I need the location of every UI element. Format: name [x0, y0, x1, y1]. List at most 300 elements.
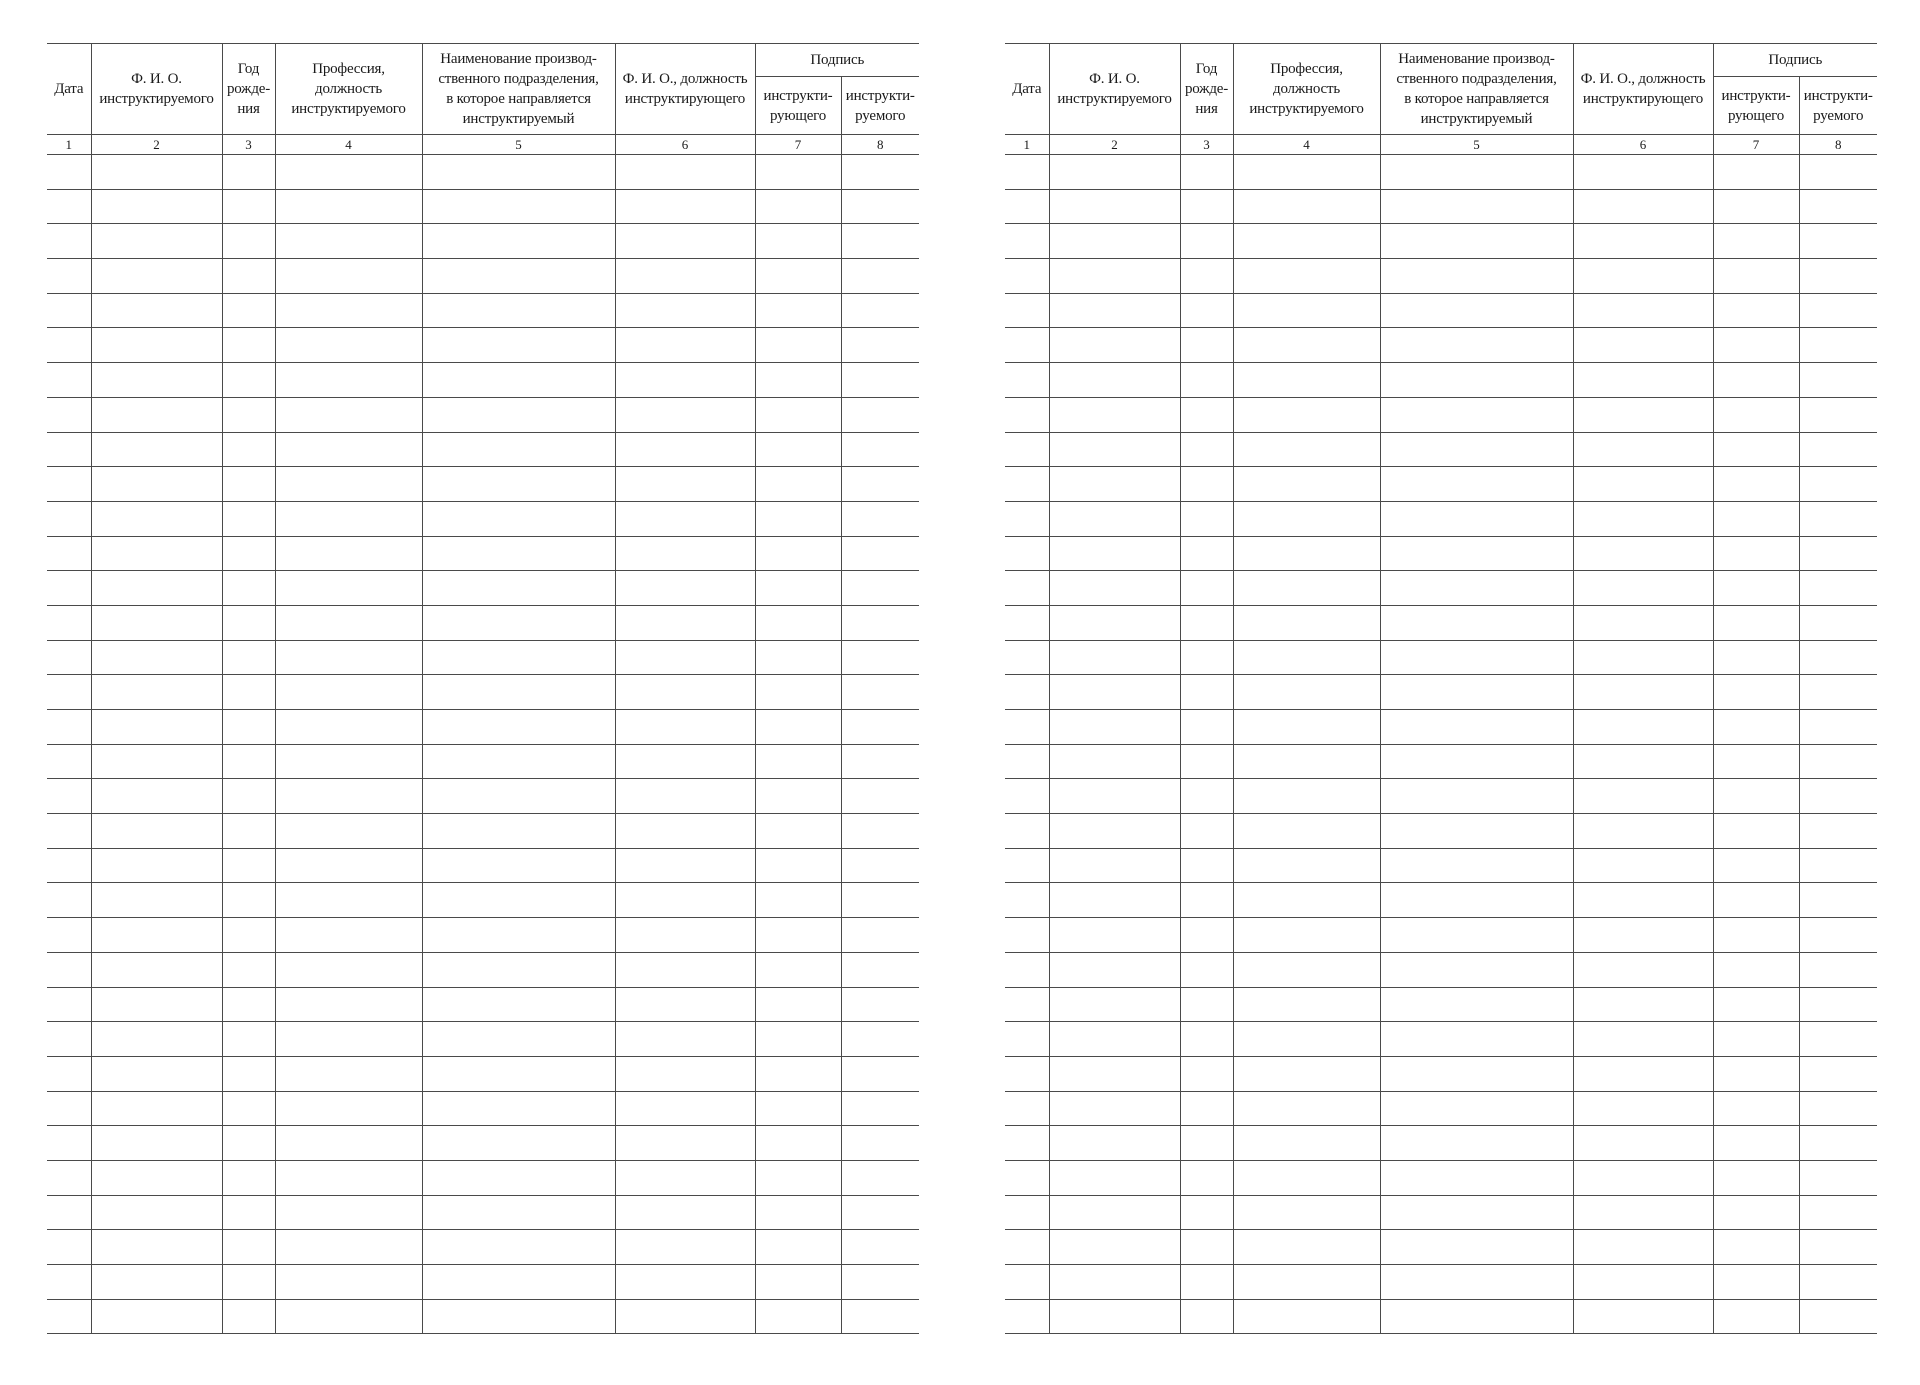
table-cell[interactable] — [755, 571, 841, 606]
table-cell[interactable] — [1005, 744, 1049, 779]
table-cell[interactable] — [1180, 1160, 1233, 1195]
table-cell[interactable] — [222, 1022, 275, 1057]
table-cell[interactable] — [1005, 710, 1049, 745]
table-cell[interactable] — [1005, 328, 1049, 363]
table-cell[interactable] — [91, 883, 222, 918]
table-cell[interactable] — [222, 710, 275, 745]
table-cell[interactable] — [1573, 918, 1713, 953]
table-cell[interactable] — [1380, 987, 1573, 1022]
table-cell[interactable] — [91, 1056, 222, 1091]
table-cell[interactable] — [615, 155, 755, 190]
table-cell[interactable] — [1180, 467, 1233, 502]
table-cell[interactable] — [755, 1022, 841, 1057]
table-cell[interactable] — [1799, 224, 1877, 259]
table-cell[interactable] — [47, 918, 91, 953]
table-cell[interactable] — [47, 987, 91, 1022]
table-cell[interactable] — [91, 1265, 222, 1300]
table-cell[interactable] — [1005, 779, 1049, 814]
table-cell[interactable] — [1380, 883, 1573, 918]
table-cell[interactable] — [1005, 1022, 1049, 1057]
table-cell[interactable] — [1380, 1265, 1573, 1300]
table-cell[interactable] — [47, 1299, 91, 1334]
table-cell[interactable] — [222, 536, 275, 571]
table-cell[interactable] — [1573, 1022, 1713, 1057]
table-cell[interactable] — [1713, 397, 1799, 432]
table-cell[interactable] — [47, 259, 91, 294]
table-cell[interactable] — [222, 779, 275, 814]
table-cell[interactable] — [1799, 1230, 1877, 1265]
table-cell[interactable] — [615, 1299, 755, 1334]
table-cell[interactable] — [1233, 571, 1380, 606]
table-cell[interactable] — [841, 155, 919, 190]
table-cell[interactable] — [1799, 918, 1877, 953]
table-cell[interactable] — [1005, 571, 1049, 606]
table-cell[interactable] — [1799, 1195, 1877, 1230]
table-cell[interactable] — [91, 328, 222, 363]
table-cell[interactable] — [1049, 293, 1180, 328]
table-cell[interactable] — [222, 1126, 275, 1161]
table-cell[interactable] — [755, 744, 841, 779]
table-cell[interactable] — [1573, 224, 1713, 259]
table-cell[interactable] — [222, 848, 275, 883]
table-cell[interactable] — [222, 1091, 275, 1126]
table-cell[interactable] — [841, 640, 919, 675]
table-cell[interactable] — [1005, 224, 1049, 259]
table-cell[interactable] — [755, 605, 841, 640]
table-cell[interactable] — [1180, 605, 1233, 640]
table-cell[interactable] — [615, 779, 755, 814]
table-cell[interactable] — [1380, 1230, 1573, 1265]
table-cell[interactable] — [1799, 744, 1877, 779]
table-cell[interactable] — [1233, 883, 1380, 918]
table-cell[interactable] — [1799, 814, 1877, 849]
table-cell[interactable] — [275, 675, 422, 710]
table-cell[interactable] — [615, 675, 755, 710]
table-cell[interactable] — [1005, 397, 1049, 432]
table-cell[interactable] — [841, 259, 919, 294]
table-cell[interactable] — [47, 744, 91, 779]
table-cell[interactable] — [47, 432, 91, 467]
table-cell[interactable] — [1380, 467, 1573, 502]
table-cell[interactable] — [91, 155, 222, 190]
table-cell[interactable] — [222, 293, 275, 328]
table-cell[interactable] — [47, 1091, 91, 1126]
table-cell[interactable] — [1180, 952, 1233, 987]
table-cell[interactable] — [755, 1230, 841, 1265]
table-cell[interactable] — [91, 432, 222, 467]
table-cell[interactable] — [91, 952, 222, 987]
table-cell[interactable] — [615, 744, 755, 779]
table-cell[interactable] — [1380, 640, 1573, 675]
table-cell[interactable] — [755, 432, 841, 467]
table-cell[interactable] — [222, 467, 275, 502]
table-cell[interactable] — [1573, 744, 1713, 779]
table-cell[interactable] — [1380, 155, 1573, 190]
table-cell[interactable] — [275, 501, 422, 536]
table-cell[interactable] — [1713, 883, 1799, 918]
table-cell[interactable] — [1049, 1160, 1180, 1195]
table-cell[interactable] — [755, 1299, 841, 1334]
table-cell[interactable] — [222, 1056, 275, 1091]
table-cell[interactable] — [1049, 848, 1180, 883]
table-cell[interactable] — [1713, 814, 1799, 849]
table-cell[interactable] — [47, 640, 91, 675]
table-cell[interactable] — [1799, 501, 1877, 536]
table-cell[interactable] — [1713, 536, 1799, 571]
table-cell[interactable] — [1573, 952, 1713, 987]
table-cell[interactable] — [1713, 848, 1799, 883]
table-cell[interactable] — [1573, 189, 1713, 224]
table-cell[interactable] — [1573, 1160, 1713, 1195]
table-cell[interactable] — [1180, 1056, 1233, 1091]
table-cell[interactable] — [1049, 710, 1180, 745]
table-cell[interactable] — [755, 189, 841, 224]
table-cell[interactable] — [422, 224, 615, 259]
table-cell[interactable] — [1380, 1299, 1573, 1334]
table-cell[interactable] — [422, 1195, 615, 1230]
table-cell[interactable] — [841, 1299, 919, 1334]
table-cell[interactable] — [91, 293, 222, 328]
table-cell[interactable] — [1180, 814, 1233, 849]
table-cell[interactable] — [47, 571, 91, 606]
table-cell[interactable] — [1049, 605, 1180, 640]
table-cell[interactable] — [222, 987, 275, 1022]
table-cell[interactable] — [1233, 1195, 1380, 1230]
table-cell[interactable] — [841, 467, 919, 502]
table-cell[interactable] — [1049, 1022, 1180, 1057]
table-cell[interactable] — [1713, 467, 1799, 502]
table-cell[interactable] — [422, 814, 615, 849]
table-cell[interactable] — [1233, 467, 1380, 502]
table-cell[interactable] — [1049, 328, 1180, 363]
table-cell[interactable] — [1180, 1195, 1233, 1230]
table-cell[interactable] — [1180, 363, 1233, 398]
table-cell[interactable] — [841, 744, 919, 779]
table-cell[interactable] — [222, 189, 275, 224]
table-cell[interactable] — [275, 918, 422, 953]
table-cell[interactable] — [841, 987, 919, 1022]
table-cell[interactable] — [275, 1299, 422, 1334]
table-cell[interactable] — [1049, 952, 1180, 987]
table-cell[interactable] — [275, 189, 422, 224]
table-cell[interactable] — [91, 744, 222, 779]
table-cell[interactable] — [615, 918, 755, 953]
table-cell[interactable] — [755, 1265, 841, 1300]
table-cell[interactable] — [1380, 1160, 1573, 1195]
table-cell[interactable] — [47, 952, 91, 987]
table-cell[interactable] — [1233, 501, 1380, 536]
table-cell[interactable] — [1049, 744, 1180, 779]
table-cell[interactable] — [1799, 432, 1877, 467]
table-cell[interactable] — [1233, 848, 1380, 883]
table-cell[interactable] — [222, 744, 275, 779]
table-cell[interactable] — [1799, 328, 1877, 363]
table-cell[interactable] — [275, 640, 422, 675]
table-cell[interactable] — [1713, 1299, 1799, 1334]
table-cell[interactable] — [1380, 918, 1573, 953]
table-cell[interactable] — [91, 536, 222, 571]
table-cell[interactable] — [1380, 848, 1573, 883]
table-cell[interactable] — [1005, 1056, 1049, 1091]
table-cell[interactable] — [422, 952, 615, 987]
table-cell[interactable] — [275, 814, 422, 849]
table-cell[interactable] — [1573, 293, 1713, 328]
table-cell[interactable] — [275, 848, 422, 883]
table-cell[interactable] — [275, 432, 422, 467]
table-cell[interactable] — [1005, 640, 1049, 675]
table-cell[interactable] — [1049, 1056, 1180, 1091]
table-cell[interactable] — [615, 1056, 755, 1091]
table-cell[interactable] — [1713, 432, 1799, 467]
table-cell[interactable] — [755, 536, 841, 571]
table-cell[interactable] — [1713, 1230, 1799, 1265]
table-cell[interactable] — [1573, 814, 1713, 849]
table-cell[interactable] — [1180, 293, 1233, 328]
table-cell[interactable] — [755, 1195, 841, 1230]
table-cell[interactable] — [1049, 640, 1180, 675]
table-cell[interactable] — [1049, 883, 1180, 918]
table-cell[interactable] — [1233, 432, 1380, 467]
table-cell[interactable] — [1180, 1091, 1233, 1126]
table-cell[interactable] — [1180, 710, 1233, 745]
table-cell[interactable] — [1233, 744, 1380, 779]
table-cell[interactable] — [1799, 571, 1877, 606]
table-cell[interactable] — [275, 363, 422, 398]
table-cell[interactable] — [222, 883, 275, 918]
table-cell[interactable] — [1573, 1265, 1713, 1300]
table-cell[interactable] — [755, 848, 841, 883]
table-cell[interactable] — [1180, 571, 1233, 606]
table-cell[interactable] — [47, 536, 91, 571]
table-cell[interactable] — [1573, 779, 1713, 814]
table-cell[interactable] — [422, 918, 615, 953]
table-cell[interactable] — [841, 1091, 919, 1126]
table-cell[interactable] — [422, 155, 615, 190]
table-cell[interactable] — [1005, 1195, 1049, 1230]
table-cell[interactable] — [755, 640, 841, 675]
table-cell[interactable] — [47, 883, 91, 918]
table-cell[interactable] — [222, 1160, 275, 1195]
table-cell[interactable] — [615, 605, 755, 640]
table-cell[interactable] — [1573, 1056, 1713, 1091]
table-cell[interactable] — [91, 710, 222, 745]
table-cell[interactable] — [1180, 397, 1233, 432]
table-cell[interactable] — [615, 814, 755, 849]
table-cell[interactable] — [1380, 536, 1573, 571]
table-cell[interactable] — [275, 224, 422, 259]
table-cell[interactable] — [841, 1160, 919, 1195]
table-cell[interactable] — [1799, 1056, 1877, 1091]
table-cell[interactable] — [1233, 675, 1380, 710]
table-cell[interactable] — [1799, 848, 1877, 883]
table-cell[interactable] — [222, 432, 275, 467]
table-cell[interactable] — [755, 883, 841, 918]
table-cell[interactable] — [275, 1126, 422, 1161]
table-cell[interactable] — [1005, 259, 1049, 294]
table-cell[interactable] — [91, 918, 222, 953]
table-cell[interactable] — [841, 328, 919, 363]
table-cell[interactable] — [755, 779, 841, 814]
table-cell[interactable] — [1713, 328, 1799, 363]
table-cell[interactable] — [275, 1022, 422, 1057]
table-cell[interactable] — [1180, 536, 1233, 571]
table-cell[interactable] — [222, 224, 275, 259]
table-cell[interactable] — [47, 1126, 91, 1161]
table-cell[interactable] — [1380, 1022, 1573, 1057]
table-cell[interactable] — [755, 814, 841, 849]
table-cell[interactable] — [615, 501, 755, 536]
table-cell[interactable] — [91, 571, 222, 606]
table-cell[interactable] — [422, 640, 615, 675]
table-cell[interactable] — [1180, 259, 1233, 294]
table-cell[interactable] — [275, 1265, 422, 1300]
table-cell[interactable] — [615, 1230, 755, 1265]
table-cell[interactable] — [1233, 224, 1380, 259]
table-cell[interactable] — [1049, 1091, 1180, 1126]
table-cell[interactable] — [1233, 328, 1380, 363]
table-cell[interactable] — [47, 155, 91, 190]
table-cell[interactable] — [1180, 918, 1233, 953]
table-cell[interactable] — [47, 397, 91, 432]
table-cell[interactable] — [47, 1056, 91, 1091]
table-cell[interactable] — [841, 779, 919, 814]
table-cell[interactable] — [1180, 744, 1233, 779]
table-cell[interactable] — [422, 1160, 615, 1195]
table-cell[interactable] — [1380, 744, 1573, 779]
table-cell[interactable] — [1233, 536, 1380, 571]
table-cell[interactable] — [755, 952, 841, 987]
table-cell[interactable] — [47, 1160, 91, 1195]
table-cell[interactable] — [1233, 987, 1380, 1022]
table-cell[interactable] — [1233, 293, 1380, 328]
table-cell[interactable] — [47, 675, 91, 710]
table-cell[interactable] — [1005, 675, 1049, 710]
table-cell[interactable] — [1713, 293, 1799, 328]
table-cell[interactable] — [422, 744, 615, 779]
table-cell[interactable] — [1233, 710, 1380, 745]
table-cell[interactable] — [91, 675, 222, 710]
table-cell[interactable] — [422, 883, 615, 918]
table-cell[interactable] — [1380, 571, 1573, 606]
table-cell[interactable] — [1233, 1299, 1380, 1334]
table-cell[interactable] — [275, 710, 422, 745]
table-cell[interactable] — [615, 1022, 755, 1057]
table-cell[interactable] — [1713, 1056, 1799, 1091]
table-cell[interactable] — [1380, 779, 1573, 814]
table-cell[interactable] — [1049, 1195, 1180, 1230]
table-cell[interactable] — [841, 918, 919, 953]
table-cell[interactable] — [615, 848, 755, 883]
table-cell[interactable] — [222, 1299, 275, 1334]
table-cell[interactable] — [222, 814, 275, 849]
table-cell[interactable] — [91, 1299, 222, 1334]
table-cell[interactable] — [222, 1195, 275, 1230]
table-cell[interactable] — [1233, 259, 1380, 294]
table-cell[interactable] — [1233, 1022, 1380, 1057]
table-cell[interactable] — [1713, 501, 1799, 536]
table-cell[interactable] — [422, 536, 615, 571]
table-cell[interactable] — [1005, 1126, 1049, 1161]
table-cell[interactable] — [1713, 710, 1799, 745]
table-cell[interactable] — [1380, 814, 1573, 849]
table-cell[interactable] — [755, 710, 841, 745]
table-cell[interactable] — [755, 397, 841, 432]
table-cell[interactable] — [422, 467, 615, 502]
table-cell[interactable] — [615, 710, 755, 745]
table-cell[interactable] — [1233, 1265, 1380, 1300]
table-cell[interactable] — [841, 501, 919, 536]
table-cell[interactable] — [1049, 779, 1180, 814]
table-cell[interactable] — [1180, 155, 1233, 190]
table-cell[interactable] — [222, 501, 275, 536]
table-cell[interactable] — [1005, 1160, 1049, 1195]
table-cell[interactable] — [1233, 918, 1380, 953]
table-cell[interactable] — [1049, 467, 1180, 502]
table-cell[interactable] — [47, 1195, 91, 1230]
table-cell[interactable] — [1380, 675, 1573, 710]
table-cell[interactable] — [91, 814, 222, 849]
table-cell[interactable] — [615, 1126, 755, 1161]
table-cell[interactable] — [841, 571, 919, 606]
table-cell[interactable] — [1380, 189, 1573, 224]
table-cell[interactable] — [1049, 814, 1180, 849]
table-cell[interactable] — [1799, 1299, 1877, 1334]
table-cell[interactable] — [91, 640, 222, 675]
table-cell[interactable] — [1233, 605, 1380, 640]
table-cell[interactable] — [1005, 467, 1049, 502]
table-cell[interactable] — [1233, 155, 1380, 190]
table-cell[interactable] — [1049, 918, 1180, 953]
table-cell[interactable] — [47, 605, 91, 640]
table-cell[interactable] — [841, 814, 919, 849]
table-cell[interactable] — [1380, 328, 1573, 363]
table-cell[interactable] — [422, 1299, 615, 1334]
table-cell[interactable] — [1005, 189, 1049, 224]
table-cell[interactable] — [755, 155, 841, 190]
table-cell[interactable] — [1233, 363, 1380, 398]
table-cell[interactable] — [615, 328, 755, 363]
table-cell[interactable] — [275, 397, 422, 432]
table-cell[interactable] — [422, 432, 615, 467]
table-cell[interactable] — [1233, 1091, 1380, 1126]
table-cell[interactable] — [841, 432, 919, 467]
table-cell[interactable] — [47, 189, 91, 224]
table-cell[interactable] — [222, 155, 275, 190]
table-cell[interactable] — [275, 1230, 422, 1265]
table-cell[interactable] — [275, 779, 422, 814]
table-cell[interactable] — [841, 536, 919, 571]
table-cell[interactable] — [1049, 155, 1180, 190]
table-cell[interactable] — [91, 259, 222, 294]
table-cell[interactable] — [91, 1160, 222, 1195]
table-cell[interactable] — [1180, 987, 1233, 1022]
table-cell[interactable] — [1005, 987, 1049, 1022]
table-cell[interactable] — [1380, 259, 1573, 294]
table-cell[interactable] — [615, 883, 755, 918]
table-cell[interactable] — [615, 1091, 755, 1126]
table-cell[interactable] — [47, 814, 91, 849]
table-cell[interactable] — [1049, 224, 1180, 259]
table-cell[interactable] — [222, 640, 275, 675]
table-cell[interactable] — [47, 224, 91, 259]
table-cell[interactable] — [1005, 848, 1049, 883]
table-cell[interactable] — [1180, 189, 1233, 224]
table-cell[interactable] — [1713, 987, 1799, 1022]
table-cell[interactable] — [1713, 1126, 1799, 1161]
table-cell[interactable] — [275, 467, 422, 502]
table-cell[interactable] — [1180, 1299, 1233, 1334]
table-cell[interactable] — [91, 224, 222, 259]
